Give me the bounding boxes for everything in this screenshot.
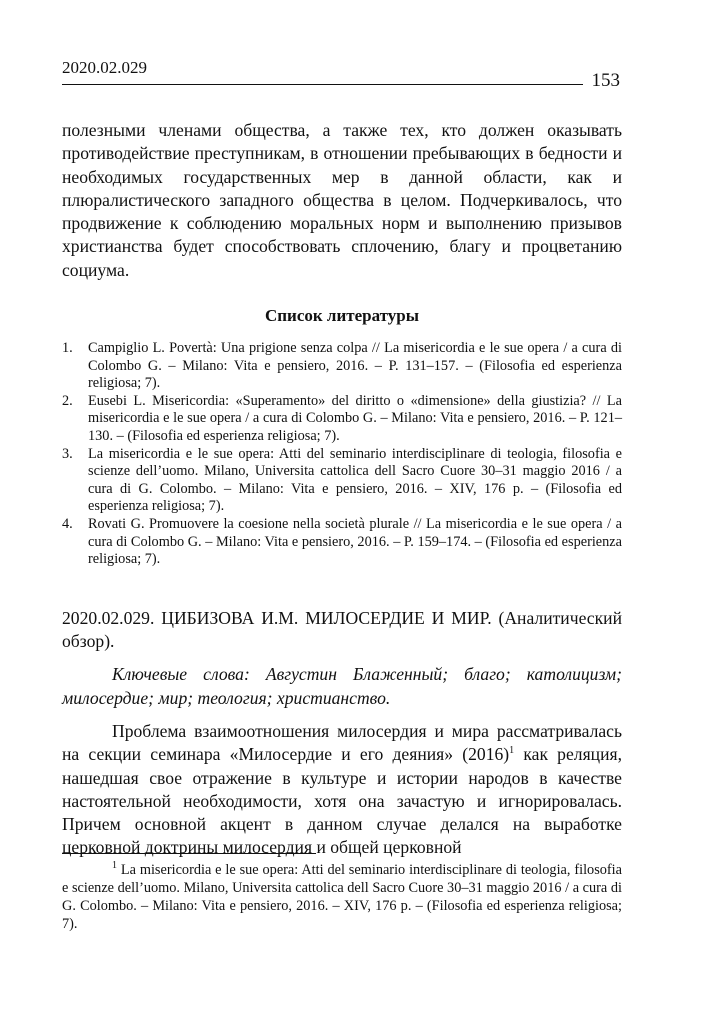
reference-text: Eusebi L. Misericordia: «Superamento» del diritto o «dimensione» della giustizia? // La misericordia e le sue opera / a cura di Colombo G. – Milano: Vita e pensiero, 2016. – P. 121–130. – (Filosofia ed esperienza religiosa; 7). [88, 392, 622, 445]
reference-number: 2. [62, 392, 73, 409]
reference-item [62, 393, 622, 446]
footnote-text: La misericordia e le sue opera: Atti del seminario interdisciplinare di teologia, filosofia e scienze dell’uomo. Milano, Universita cattolica dell Sacro Cuore 30–31 maggio 2016 / a cura di G. Colombo. – Milano: Vita e pensiero, 2016. – XIV, 176 p. – (Filosofia ed esperienza religiosa; 7). [62, 862, 622, 932]
footnote-reference: 1 [509, 745, 515, 757]
reference-number: 3. [62, 445, 73, 462]
references-title: Список литературы [264, 306, 420, 326]
reference-text: Rovati G. Promuovere la coesione nella società plurale // La misericordia e le sue opera / a cura di Colombo G. – Milano: Vita e pensiero, 2016. – P. 159–174. – (Filosofia ed esperienza religiosa; 7). [88, 516, 622, 568]
body-text-end: как реляция, нашедшая свое отражение в культуре и истории народов в качестве настоятельной необходимости, хотя она зачастую и игнорировалась. Причем основной акцент в данном случае делался на выработке церковной доктрины милосердия и общей церковной [62, 744, 622, 858]
footnote [62, 861, 622, 933]
reference-item [62, 340, 622, 393]
references-list [62, 340, 622, 569]
section-heading: 2020.02.029. ЦИБИЗОВА И.М. МИЛОСЕРДИЕ И МИР. (Аналитический обзор). [62, 607, 622, 652]
body-text-start: Проблема взаимоотношения милосердия и мира рассматривалась на секции семинара «Милосердие и его деяния» (2016) [62, 720, 622, 765]
section-body-paragraph [62, 720, 622, 860]
footnote-marker: 1 [112, 860, 117, 872]
running-header-code: 2020.02.029 [62, 58, 147, 77]
reference-text: La misericordia e le sue opera: Atti del seminario interdisciplinare di teologia, filosofia e scienze dell’uomo. Milano, Universita cattolica dell Sacro Cuore 30–31 maggio 2016 / a cura di G. Colombo. – Milano: Vita e pensiero, 2016. – XIV, 176 p. – (Filosofia ed esperienza religiosa; 7). [88, 445, 622, 515]
reference-item [62, 446, 622, 516]
page-number: 153 [591, 70, 620, 91]
reference-text: Campiglio L. Povertà: Una prigione senza colpa // La misericordia e le sue opera / a cura di Colombo G. – Milano: Vita e pensiero, 2016. – P. 131–157. – (Filosofia ed esperienza religiosa; 7). [88, 340, 622, 392]
reference-number: 4. [62, 516, 73, 533]
header-rule [62, 84, 583, 85]
footnote-rule [62, 853, 316, 854]
page-content [62, 119, 622, 860]
reference-number: 1. [62, 340, 73, 357]
keywords-line: Ключевые слова: Августин Блаженный; благо; католицизм; милосердие; мир; теология; христианство. [62, 664, 622, 708]
intro-paragraph: полезными членами общества, а также тех, кто должен оказывать противодействие преступникам, в отношении пребывающих в бедности и необходимых государственных мер в данной области, как и плюралистического западного общества в целом. Подчеркивалось, что продвижение к соблюдению моральных норм и выполнению призывов христианства будет способствовать сплочению, благу и процветанию социума. [62, 120, 622, 280]
reference-item [62, 516, 622, 569]
